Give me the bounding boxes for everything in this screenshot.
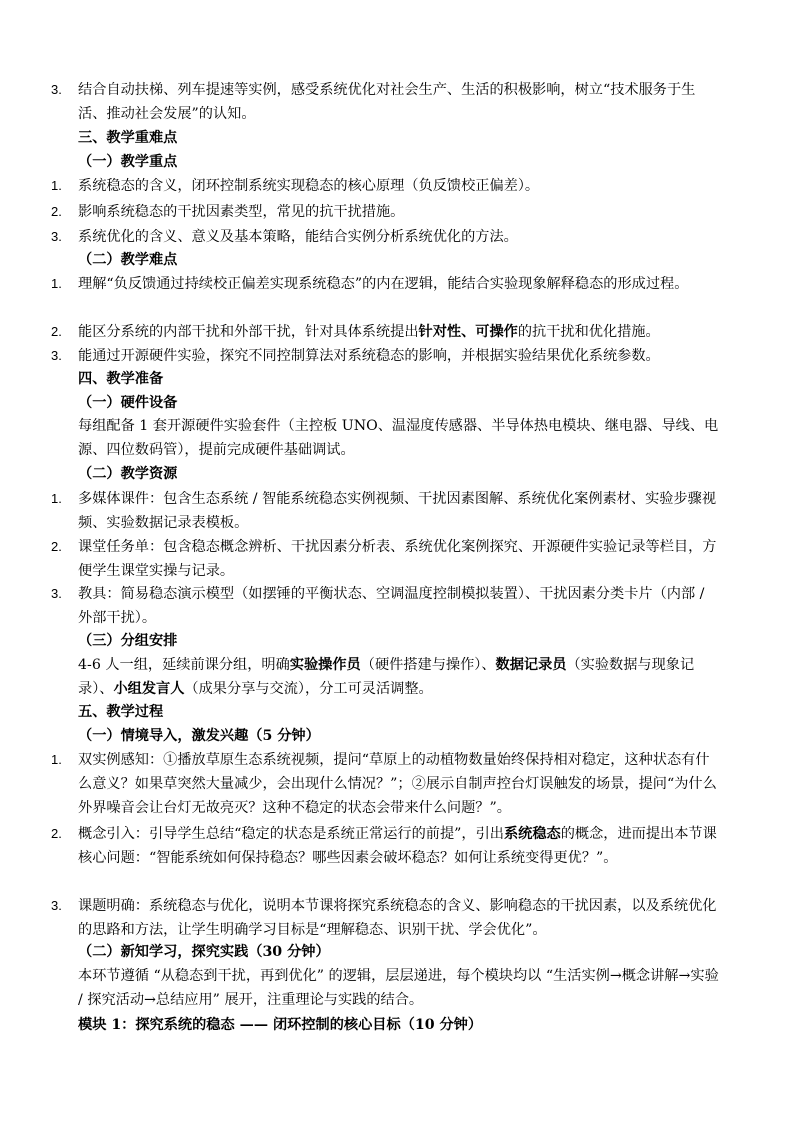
list-text: 理解“负反馈通过持续校正偏差实现系统稳态”的内在逻辑，能结合实验现象解释稳态的形成过程。: [78, 276, 689, 292]
text-run: 的概念，进而提出本节课核心问题：“智能系统如何保持稳态？哪些因素会破坏稳态？如何让系统变得更优？”。: [78, 826, 717, 866]
subsection-heading: （二）新知学习，探究实践（30 分钟）: [78, 944, 330, 960]
section-heading: 五、教学过程: [78, 704, 164, 720]
hardware-paragraph: 每组配备 1 套开源硬件实验套件（主控板 UNO、温湿度传感器、半导体热电模块、继电器、导线、电源、四位数码管），提前完成硬件基础调试。: [78, 418, 719, 458]
list-number: 3.: [51, 898, 62, 913]
list-text: 系统优化的含义、意义及基本策略，能结合实例分析系统优化的方法。: [78, 229, 518, 245]
subsection-heading: （一）情境导入，激发兴趣（5 分钟）: [78, 728, 320, 744]
role-label: 数据记录员: [495, 657, 567, 673]
list-text: 系统稳态的含义，闭环控制系统实现稳态的核心原理（负反馈校正偏差）。: [78, 178, 540, 194]
text-run: 的抗干扰和优化措施。: [517, 324, 660, 340]
list-text: 结合自动扶梯、列车提速等实例，感受系统优化对社会生产、生活的积极影响，树立“技术服务于生活、推动社会发展”的认知。: [78, 82, 696, 122]
list-text: 教具：简易稳态演示模型（如摆锤的平衡状态、空调温度控制模拟装置）、干扰因素分类卡片（内部 / 外部干扰）。: [78, 586, 705, 626]
text-run: 4-6 人一组，延续前课分组，明确: [78, 657, 290, 673]
list-number: 1.: [51, 178, 62, 193]
role-label: 小组发言人: [113, 681, 185, 697]
list-number: 3.: [51, 586, 62, 601]
section-heading: 三、教学重难点: [78, 130, 178, 146]
key-point-item: [51, 225, 722, 249]
list-text: 能通过开源硬件实验，探究不同控制算法对系统稳态的影响，并根据实验结果优化系统参数。: [78, 348, 660, 364]
emphasis-text: 针对性、可操作: [418, 324, 518, 340]
list-number: 2.: [51, 539, 62, 554]
subsection-heading: （二）教学资源: [78, 466, 178, 482]
emphasis-text: 系统稳态: [503, 826, 561, 842]
list-text: 双实例感知：①播放草原生态系统视频，提问“草原上的动植物数量始终保持相对稳定，这种状态有什么意义？如果草突然大量减少，会出现什么情况？”；②展示自制声控台灯误触发的场景，提问“为什么外界噪音会让台灯无故亮灭？这种不稳定的状态会带来什么问题？”。: [78, 752, 717, 816]
new-learning-paragraph: 本环节遵循 “从稳态到干扰，再到优化” 的逻辑，层层递进，每个模块均以 “生活实例→概念讲解→实验 / 探究活动→总结应用” 展开，注重理论与实践的结合。: [78, 968, 719, 1008]
objective-item: [51, 78, 722, 126]
intro-item: [51, 822, 722, 870]
subsection-heading: （一）硬件设备: [78, 395, 178, 411]
subsection-heading: （一）教学重点: [78, 154, 178, 170]
intro-item: [51, 894, 722, 942]
list-number: 2.: [51, 826, 62, 841]
list-text: 课堂任务单：包含稳态概念辨析、干扰因素分析表、系统优化案例探究、开源硬件实验记录等栏目，方便学生课堂实操与记录。: [78, 539, 717, 579]
subsection-heading: （三）分组安排: [78, 633, 178, 649]
list-number: 3.: [51, 348, 62, 363]
difficulty-item: [51, 272, 722, 296]
module-heading: 模块 1：探究系统的稳态 —— 闭环控制的核心目标（10 分钟）: [78, 1017, 483, 1033]
text-run: 概念引入：引导学生总结“稳定的状态是系统正常运行的前提”，引出: [78, 826, 504, 842]
text-run: （硬件搭建与操作）、: [360, 657, 496, 673]
resource-item: [51, 535, 722, 583]
grouping-paragraph: [78, 653, 728, 701]
list-text: 影响系统稳态的干扰因素类型，常见的抗干扰措施。: [78, 204, 405, 220]
difficulty-item: [51, 320, 722, 344]
subsection-heading: （二）教学难点: [78, 252, 178, 268]
text-run: （成果分享与交流），分工可灵活调整。: [184, 681, 433, 697]
list-text: [78, 822, 722, 870]
text-run: （实验数据与现象记录）、: [78, 657, 695, 697]
resource-item: [51, 487, 722, 535]
text-run: 能区分系统的内部干扰和外部干扰，针对具体系统提出: [78, 324, 419, 340]
list-number: 3.: [51, 82, 62, 97]
list-number: 2.: [51, 324, 62, 339]
list-text: [78, 320, 722, 344]
list-text: 多媒体课件：包含生态系统 / 智能系统稳态实例视频、干扰因素图解、系统优化案例素材、实验步骤视频、实验数据记录表模板。: [78, 491, 717, 531]
list-number: 1.: [51, 491, 62, 506]
resource-item: [51, 582, 722, 630]
key-point-item: [51, 174, 722, 198]
list-number: 1.: [51, 276, 62, 291]
intro-item: [51, 748, 722, 820]
list-number: 3.: [51, 229, 62, 244]
difficulty-item: [51, 344, 722, 368]
list-number: 1.: [51, 752, 62, 767]
list-text: 课题明确：系统稳态与优化，说明本节课将探究系统稳态的含义、影响稳态的干扰因素，以及系统优化的思路和方法，让学生明确学习目标是“理解稳态、识别干扰、学会优化”。: [78, 898, 717, 938]
section-heading: 四、教学准备: [78, 371, 164, 387]
list-number: 2.: [51, 204, 62, 219]
key-point-item: [51, 200, 722, 224]
role-label: 实验操作员: [289, 657, 361, 673]
